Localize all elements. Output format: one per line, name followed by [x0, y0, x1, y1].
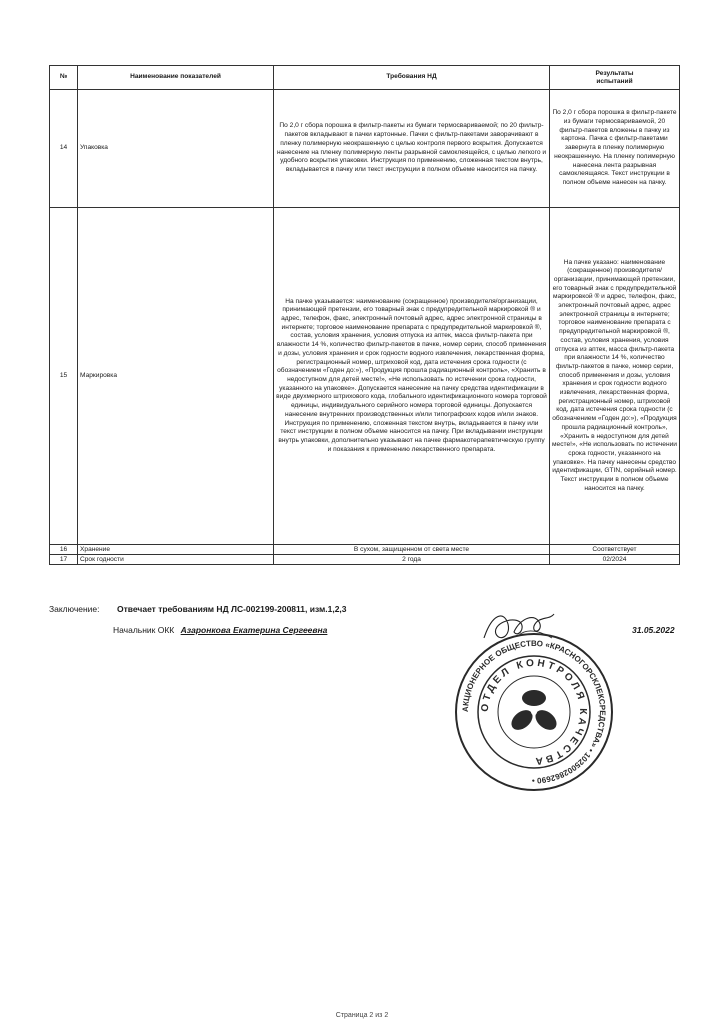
table-row	[50, 555, 680, 565]
table-header-row	[50, 66, 680, 90]
row-indicator: Хранение	[78, 545, 274, 555]
quality-control-table	[49, 65, 680, 565]
conclusion	[49, 604, 347, 614]
table-row	[50, 90, 680, 208]
table-row	[50, 545, 680, 555]
stamp-seal	[452, 630, 616, 794]
row-result: Соответствует	[550, 545, 680, 555]
row-indicator: Маркировка	[78, 208, 274, 545]
signatory-name: Азаронкова Екатерина Сергеевна	[180, 625, 328, 635]
signatory-line	[113, 625, 327, 635]
header-results: Результаты испытаний	[550, 66, 680, 90]
row-result: На пачке указано: наименование (сокращенное) производителя/организации, принимающей претензии, его товарный знак с предупредительной маркировкой ® и адрес, телефон, факс, электронный почтовый адрес, адрес электронной страницы в интернете; торговое наименование препарата с предупредительной маркировкой ®, состав, условия хранения, условия отпуска из аптек, масса фильтр-пакета при влажности 14 %, количество фильтр-пакетов в пачке, номер серии, способ применения и дозы, условия хранения и срок годности водного извлечения, лекарственная форма, регистрационный номер, штриховой код, дата истечения срока годности (с обозначением «Годен до:»), «Продукция прошла радиационный контроль», «Хранить в недоступном для детей месте!», «Не использовать по истечении срока годности, указанного на упаковке». На пачку нанесены средство идентификации, GTIN, серийный номер. Текст инструкции в полном объеме наносится на пачку.	[550, 208, 680, 545]
row-requirement: В сухом, защищенном от света месте	[274, 545, 550, 555]
table-row	[50, 208, 680, 545]
row-number: 14	[50, 90, 78, 208]
header-num: №	[50, 66, 78, 90]
row-requirement: 2 года	[274, 555, 550, 565]
stamp-outer-text: АКЦИОНЕРНОЕ ОБЩЕСТВО «КРАСНОГОРСКЛЕКСРЕДСТВА» • 1025002862690 •	[460, 638, 608, 786]
signature-date: 31.05.2022	[632, 625, 675, 635]
page-number: Страница 2 из 2	[335, 1012, 389, 1019]
header-requirements: Требования НД	[274, 66, 550, 90]
header-indicator: Наименование показателей	[78, 66, 274, 90]
row-requirement: По 2,0 г сбора порошка в фильтр-пакеты из бумаги термосвариваемой; по 20 фильтр-пакетов вкладывают в пачки картонные. Пачки с фильтр-пакетами заворачивают в пленку полимерную неокрашенную с целью контроля первого вскрытия. Допускается нанесение на пленку полимерную ленты разрывной самоклеящейся, с целью легкого и удобного вскрытия упаковки. Инструкция по применению, сложенная текстом внутрь, вкладывается в пачку или текст инструкции в полном объеме наносится на пачку.	[274, 90, 550, 208]
conclusion-text: Отвечает требованиям НД ЛС-002199-200811, изм.1,2,3	[117, 604, 347, 614]
row-number: 17	[50, 555, 78, 565]
stamp-emblem-icon	[508, 690, 561, 734]
row-result: 02/2024	[550, 555, 680, 565]
stamp-inner-text: ОТДЕЛ КОНТРОЛЯ КАЧЕСТВА	[479, 657, 589, 767]
row-indicator: Упаковка	[78, 90, 274, 208]
row-result: По 2,0 г сбора порошка в фильтр-пакете из бумаги термосвариваемой, 20 фильтр-пакетов вложены в пачку из картона. Пачка с фильтр-пакетами завернута в пленку полимерную неокрашенную. На пленку полимерную нанесена лента разрывная самоклеящаяся. Текст инструкции в полном объеме нанесен на пачку.	[550, 90, 680, 208]
row-indicator: Срок годности	[78, 555, 274, 565]
signatory-position: Начальник ОКК	[113, 625, 175, 635]
row-number: 16	[50, 545, 78, 555]
conclusion-label: Заключение:	[49, 604, 100, 614]
row-requirement: На пачке указывается: наименование (сокращенное) производителя/организации, принимающей претензии, его товарный знак с предупредительной маркировкой ® и адрес, телефон, факс, электронный почтовый адрес, адрес электронной страницы в интернете; торговое наименование препарата с предупредительной маркировкой ®, состав, условия хранения, условия отпуска из аптек, масса фильтр-пакета при влажности 14 %, количество фильтр-пакетов в пачке, номер серии, способ применения и дозы, условия хранения и срок годности водного извлечения, лекарственная форма, регистрационный номер, штриховой код, дата истечения срока годности (с обозначением «Годен до:»), «Продукция прошла радиационный контроль», «Хранить в недоступном для детей месте!», «Не использовать по истечении срока годности, указанного на упаковке». Допускается нанесение на пачку средства идентификации в виде двухмерного штрихового кода, глобального идентификационного номера торговой единицы, индивидуального серийного номера торговой единицы. Допускается нанесение внутренних производственных и/или типографских кодов и/или знаков. Инструкция по применению, сложенная текстом внутрь, вкладывается в пачку или текст инструкции в полном объеме наносится на пачку. При вкладывании инструкции внутрь упаковки, дополнительно указывают на пачке фармакотерапевтическую группу и показания к применению лекарственного препарата.	[274, 208, 550, 545]
row-number: 15	[50, 208, 78, 545]
